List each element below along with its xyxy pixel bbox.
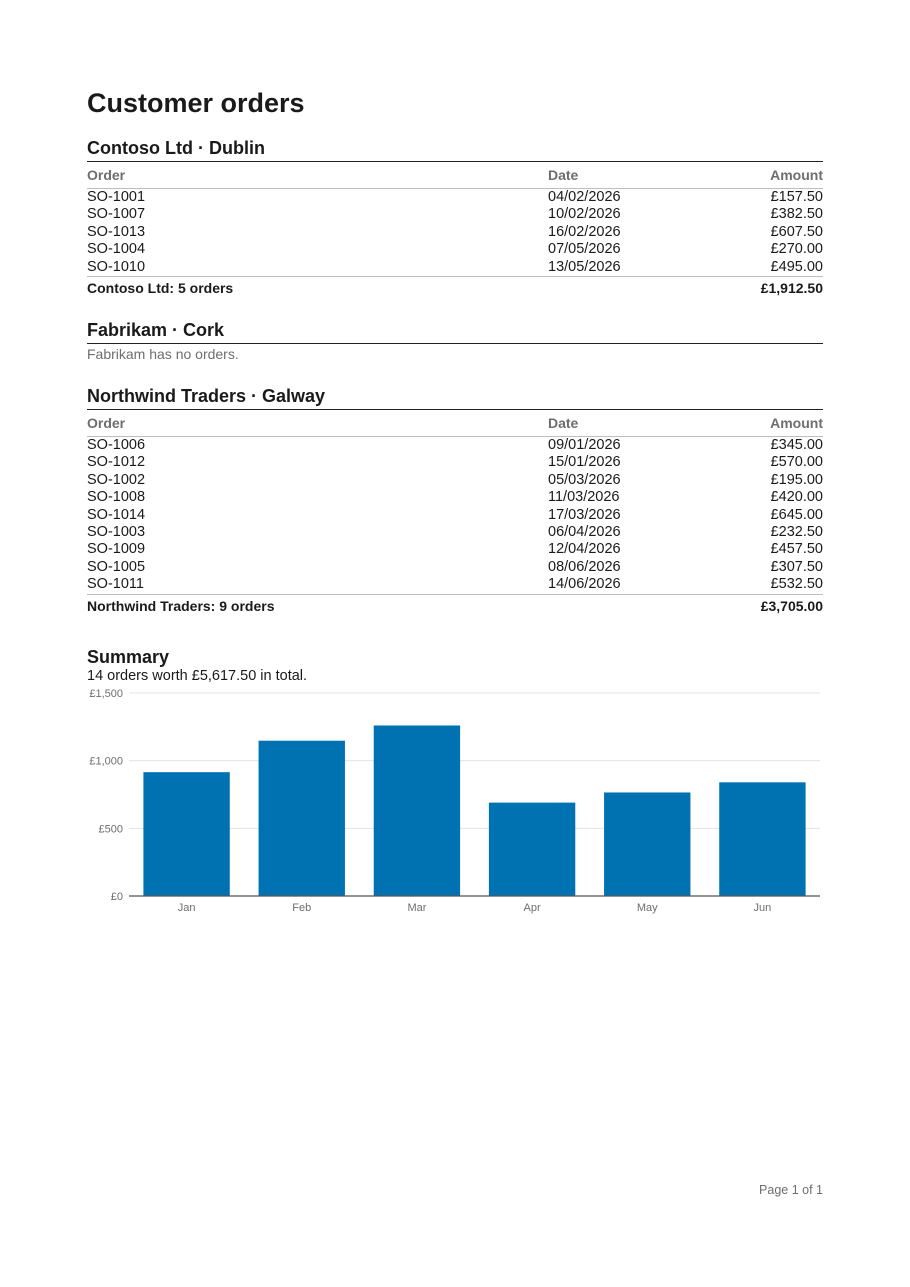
order-number-cell: SO-1008 bbox=[87, 489, 146, 506]
order-date-cell: 13/05/2026 bbox=[548, 258, 621, 275]
table-row bbox=[87, 241, 823, 258]
order-amount-cell: £345.00 bbox=[770, 437, 823, 453]
table-footer-row bbox=[87, 594, 823, 617]
order-number-cell: SO-1012 bbox=[87, 454, 146, 471]
table-header-row bbox=[87, 410, 823, 437]
table-row bbox=[87, 437, 823, 455]
order-amount-cell: £495.00 bbox=[770, 258, 823, 275]
order-number-cell: SO-1014 bbox=[87, 506, 146, 523]
x-tick-label: Mar bbox=[407, 902, 427, 914]
order-number-cell: SO-1007 bbox=[87, 206, 146, 223]
y-tick-label: £500 bbox=[98, 823, 123, 836]
bar-mar bbox=[374, 725, 460, 896]
customer-heading: Fabrikam · Cork bbox=[87, 319, 823, 344]
table-row bbox=[87, 206, 823, 223]
order-amount-cell: £195.00 bbox=[770, 471, 823, 488]
customer-heading: Northwind Traders · Galway bbox=[87, 385, 823, 410]
order-number-cell: SO-1003 bbox=[87, 524, 146, 541]
order-number-cell: SO-1013 bbox=[87, 223, 146, 240]
no-orders-note: Fabrikam has no orders. bbox=[87, 346, 239, 362]
order-amount-cell: £232.50 bbox=[770, 524, 823, 541]
orders-table bbox=[87, 410, 823, 617]
y-tick-label: £1,000 bbox=[89, 755, 123, 768]
table-row bbox=[87, 524, 823, 541]
y-tick-label: £0 bbox=[110, 891, 123, 903]
bar-jun bbox=[719, 782, 805, 896]
bar-may bbox=[604, 792, 690, 896]
summary-section bbox=[87, 646, 823, 685]
order-number-cell: SO-1010 bbox=[87, 258, 146, 275]
column-header-date: Date bbox=[548, 410, 708, 437]
order-count-label: Contoso Ltd: 5 orders bbox=[87, 277, 708, 300]
x-tick-label: Feb bbox=[292, 902, 312, 914]
bar-feb bbox=[259, 741, 345, 896]
order-date-cell: 07/05/2026 bbox=[548, 241, 621, 258]
x-tick-label: May bbox=[636, 902, 658, 914]
order-amount-cell: £420.00 bbox=[770, 489, 823, 506]
order-date-cell: 15/01/2026 bbox=[548, 454, 621, 471]
order-number-cell: SO-1004 bbox=[87, 241, 146, 258]
monthly-orders-bar-chart bbox=[87, 684, 823, 914]
order-amount-cell: £382.50 bbox=[770, 206, 823, 223]
orders-table bbox=[87, 162, 823, 299]
customer-section-contoso bbox=[87, 137, 823, 299]
column-header-date: Date bbox=[548, 162, 708, 189]
table-row bbox=[87, 541, 823, 558]
order-number-cell: SO-1005 bbox=[87, 558, 146, 575]
order-amount-cell: £457.50 bbox=[770, 541, 823, 558]
order-date-cell: 12/04/2026 bbox=[548, 541, 621, 558]
x-tick-label: Jun bbox=[753, 902, 772, 914]
order-number-cell: SO-1001 bbox=[87, 189, 146, 205]
order-amount-cell: £532.50 bbox=[770, 576, 823, 593]
summary-heading: Summary bbox=[87, 647, 170, 667]
order-date-cell: 05/03/2026 bbox=[548, 471, 621, 488]
page-number: Page 1 of 1 bbox=[759, 1183, 823, 1197]
customer-section-fabrikam bbox=[87, 319, 823, 363]
column-header-order: Order bbox=[87, 410, 548, 437]
y-tick-label: £1,500 bbox=[89, 688, 123, 700]
table-row bbox=[87, 507, 823, 524]
order-date-cell: 17/03/2026 bbox=[548, 506, 621, 523]
order-amount-cell: £607.50 bbox=[770, 223, 823, 240]
order-date-cell: 14/06/2026 bbox=[548, 576, 621, 593]
order-number-cell: SO-1011 bbox=[87, 576, 144, 593]
order-amount-cell: £157.50 bbox=[770, 189, 823, 205]
table-row bbox=[87, 224, 823, 241]
order-count-label: Northwind Traders: 9 orders bbox=[87, 594, 708, 617]
column-header-amount: Amount bbox=[708, 410, 823, 437]
bar-jan bbox=[143, 772, 229, 896]
order-date-cell: 11/03/2026 bbox=[548, 489, 620, 506]
order-amount-cell: £270.00 bbox=[770, 241, 823, 258]
table-row bbox=[87, 489, 823, 506]
bar-apr bbox=[489, 803, 575, 896]
x-tick-label: Apr bbox=[523, 902, 541, 914]
order-amount-cell: £570.00 bbox=[770, 454, 823, 471]
order-date-cell: 16/02/2026 bbox=[548, 223, 621, 240]
order-date-cell: 04/02/2026 bbox=[548, 189, 621, 205]
order-date-cell: 06/04/2026 bbox=[548, 524, 621, 541]
column-header-order: Order bbox=[87, 162, 548, 189]
order-total: £3,705.00 bbox=[708, 594, 823, 617]
column-header-amount: Amount bbox=[708, 162, 823, 189]
table-row bbox=[87, 189, 823, 207]
order-date-cell: 09/01/2026 bbox=[548, 437, 621, 453]
summary-text: 14 orders worth £5,617.50 in total. bbox=[87, 668, 308, 684]
order-date-cell: 10/02/2026 bbox=[548, 206, 621, 223]
x-tick-label: Jan bbox=[177, 902, 196, 914]
customer-section-northwind bbox=[87, 385, 823, 617]
table-row bbox=[87, 472, 823, 489]
table-row bbox=[87, 454, 823, 471]
order-number-cell: SO-1009 bbox=[87, 541, 146, 558]
order-number-cell: SO-1002 bbox=[87, 471, 146, 488]
customer-heading: Contoso Ltd · Dublin bbox=[87, 137, 823, 162]
table-row bbox=[87, 576, 823, 594]
order-total: £1,912.50 bbox=[708, 277, 823, 300]
table-footer-row bbox=[87, 277, 823, 300]
order-amount-cell: £645.00 bbox=[770, 506, 823, 523]
order-date-cell: 08/06/2026 bbox=[548, 558, 621, 575]
order-amount-cell: £307.50 bbox=[770, 558, 823, 575]
table-header-row bbox=[87, 162, 823, 189]
table-row bbox=[87, 259, 823, 277]
page-title: Customer orders bbox=[87, 88, 305, 118]
table-row bbox=[87, 559, 823, 576]
order-number-cell: SO-1006 bbox=[87, 437, 146, 453]
